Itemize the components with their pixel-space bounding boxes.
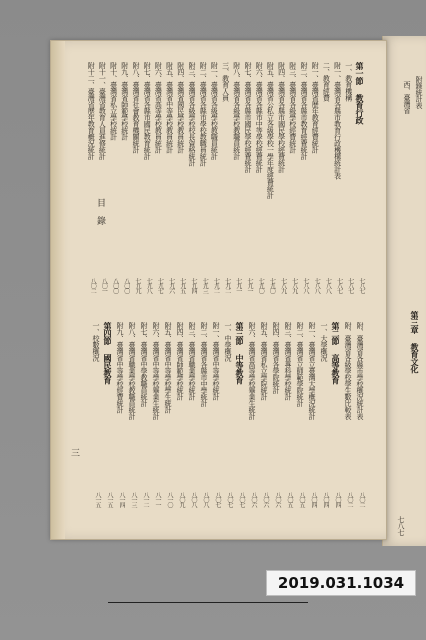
toc-page-number: 七八七 [358,278,365,293]
scale-ruler [108,602,308,609]
toc-entry: 附十二、臺灣省歷年教育概況統計 [87,62,96,160]
toc-page-number: 八〇六 [274,492,281,507]
toc-entry: 附八、臺灣省各級學校教職員統計 [232,62,241,160]
toc-entry: 附十、臺灣省私立學校統計 [109,62,118,140]
footer-label: 目 錄 [95,198,105,225]
toc-entry: 附五、臺灣省公私立各級學校一學年度經費統計 [266,62,275,199]
right-fragment-page: 七八七 [397,516,405,536]
toc-page-number: 八〇〇 [111,278,119,293]
toc-entry: 一、校數概況 [92,322,100,361]
toc-entry: 附九、臺灣省中等學校經費統計 [116,322,124,413]
toc-entry: 附二、臺灣省各縣市中學統計 [200,322,208,407]
toc-page-number: 八一五 [106,492,113,507]
toc-entry: 二、教育經費 [322,62,331,101]
toc-page-number: 七八八 [324,278,332,293]
toc-page-number: 七八七 [335,278,343,293]
toc-entry: 一、教育機構 [344,62,353,101]
toc-page-number: 七九四 [190,278,197,293]
toc-page-number: 七八九 [290,278,298,293]
toc-page-number: 八〇六 [262,492,269,507]
toc-page-number: 八一三 [130,492,137,507]
toc-page-number: 八〇五 [286,492,293,507]
section-heading: 第三節 中等教育 [235,322,245,384]
toc-page-number: 七九一 [246,278,253,293]
toc-entry: 附二、臺灣省各縣市教育經費統計 [300,62,308,160]
toc-page-number: 八〇七 [226,492,233,507]
toc-entry: 附八、臺灣省職業學校教職員統計 [128,322,136,420]
toc-entry: 附五、臺灣省中等學校學生統計 [164,322,172,413]
toc-entry: 附、臺灣省各縣市學校概況統計表 [356,322,364,420]
toc-entry: 附九、臺灣省師範學校統計 [120,62,129,140]
toc-entry: 附四、臺灣省師範學校統計 [176,322,184,400]
toc-page-number: 八〇二 [346,492,353,507]
toc-entry: 附一、臺灣省中等學校統計 [212,322,220,400]
toc-page-number: 八一五 [94,492,101,507]
toc-entry: 附六、臺灣省高等學校教員統計 [154,62,163,153]
toc-entry: 附二、臺灣省各縣市學校教職員統計 [199,62,208,166]
toc-page-number: 八〇五 [298,492,305,507]
toc-entry: 附五、臺灣省中等學校教員統計 [165,62,174,153]
toc-page-number: 七九六 [167,278,175,293]
toc-page-number: 八〇二 [89,278,97,293]
toc-entry: 附三、臺灣省各級學校經費統計 [288,62,297,153]
toc-entry: 附七、臺灣省各縣市國民學校經費統計 [244,62,252,173]
toc-page-number: 七九五 [178,278,186,293]
toc-page-number: 八〇八 [202,492,209,507]
toc-entry: 附六、臺灣省各縣市中等學校經費統計 [255,62,264,173]
footer-pagenum: 三 [69,448,79,457]
right-fragment-text-2: 西、臺灣省 [403,81,411,114]
toc-page-number: 八〇七 [238,492,245,507]
toc-entry: 附十一、臺灣省教育人員進修統計 [98,62,107,160]
toc-page-number: 七八八 [313,278,321,293]
toc-page-number: 八一〇 [166,492,173,507]
toc-entry: 附二、臺灣省立師範學院統計 [296,322,304,407]
toc-page-number: 七九〇 [257,278,265,293]
toc-page-number: 八〇四 [310,492,317,507]
toc-entry: 附七、臺灣省各縣市國民教育統計 [143,62,152,160]
toc-entry: 附八、臺灣省社會教育機關統計 [132,62,140,153]
toc-page-number: 八〇四 [334,492,341,507]
toc-page-number: 七八七 [346,278,354,293]
page-spine [51,41,65,539]
toc-page-number: 八〇一 [100,278,108,293]
toc-page-number: 八〇〇 [122,278,130,293]
toc-entry: 附六、臺灣省中等學校畢業生統計 [152,322,160,420]
toc-page-number: 七九〇 [268,278,276,293]
toc-page-number: 七九九 [134,278,141,293]
toc-page-number: 八〇四 [322,492,329,507]
toc-page-number: 八一四 [118,492,125,507]
toc-page-number: 七九七 [156,278,164,293]
right-fragment-heading: 第三章 教育文化 [410,311,420,373]
toc-page-number: 八一二 [142,492,149,507]
accession-label: 2019.031.1034 [266,570,416,596]
toc-entry: 一、大學概況 [320,322,328,361]
toc-entry: 附四、臺灣省國民學校教員統計 [176,62,185,153]
toc-page-number: 八〇七 [214,492,221,507]
toc-page-number: 八〇九 [178,492,185,507]
toc-entry: 一、中學概況 [224,322,232,361]
toc-page-number: 七九一 [234,278,242,293]
section-heading: 第四節 國民教育 [103,322,113,384]
toc-entry: 附三、臺灣省職業學校統計 [188,322,196,400]
toc-entry: 三、教育人員 [221,62,230,101]
toc-page-number: 七九三 [201,278,209,293]
toc-page-number: 八一一 [154,492,161,507]
section-heading: 第一節 教育行政 [355,62,365,124]
toc-entry: 附一、臺灣省歷年教育經費統計 [311,62,320,153]
toc-entry: 附五、臺灣省私立學院統計 [260,322,268,400]
toc-page-number: 七八八 [302,278,309,293]
section-heading: 第二節 高等教育 [331,322,341,384]
toc-entry: 附一、臺灣省立臺灣大學概況統計 [308,322,316,420]
toc-entry: 附七、臺灣省中學教職員統計 [140,322,148,407]
toc-entry: 附一、臺灣省各縣市教育行政機構統計表 [333,62,342,179]
toc-entry: 附六、臺灣省高等學校畢業生統計 [248,322,256,420]
toc-page-number: 八〇二 [358,492,365,507]
toc-entry: 附三、臺灣省各級學校校長資格統計 [188,62,196,166]
toc-page-number: 七九二 [223,278,231,293]
right-page-fragment [382,36,426,546]
toc-page-number: 七九二 [212,278,220,293]
toc-page-number: 八〇八 [190,492,197,507]
toc-entry: 附四、臺灣省各學院統計 [272,322,280,394]
toc-entry: 附一、臺灣省各級學校教職員統計 [210,62,219,160]
toc-entry: 附、臺灣省各級學校學生數比較表 [344,322,352,420]
toc-page-number: 七八九 [279,278,287,293]
toc-entry: 附四、臺灣省各縣市國民學校經費統計 [277,62,286,173]
toc-entry: 附三、臺灣省專科學校統計 [284,322,292,400]
right-fragment-text-1: 附錄統計表 [415,76,423,109]
toc-page-number: 八〇六 [250,492,257,507]
toc-page-number: 七九八 [145,278,153,293]
